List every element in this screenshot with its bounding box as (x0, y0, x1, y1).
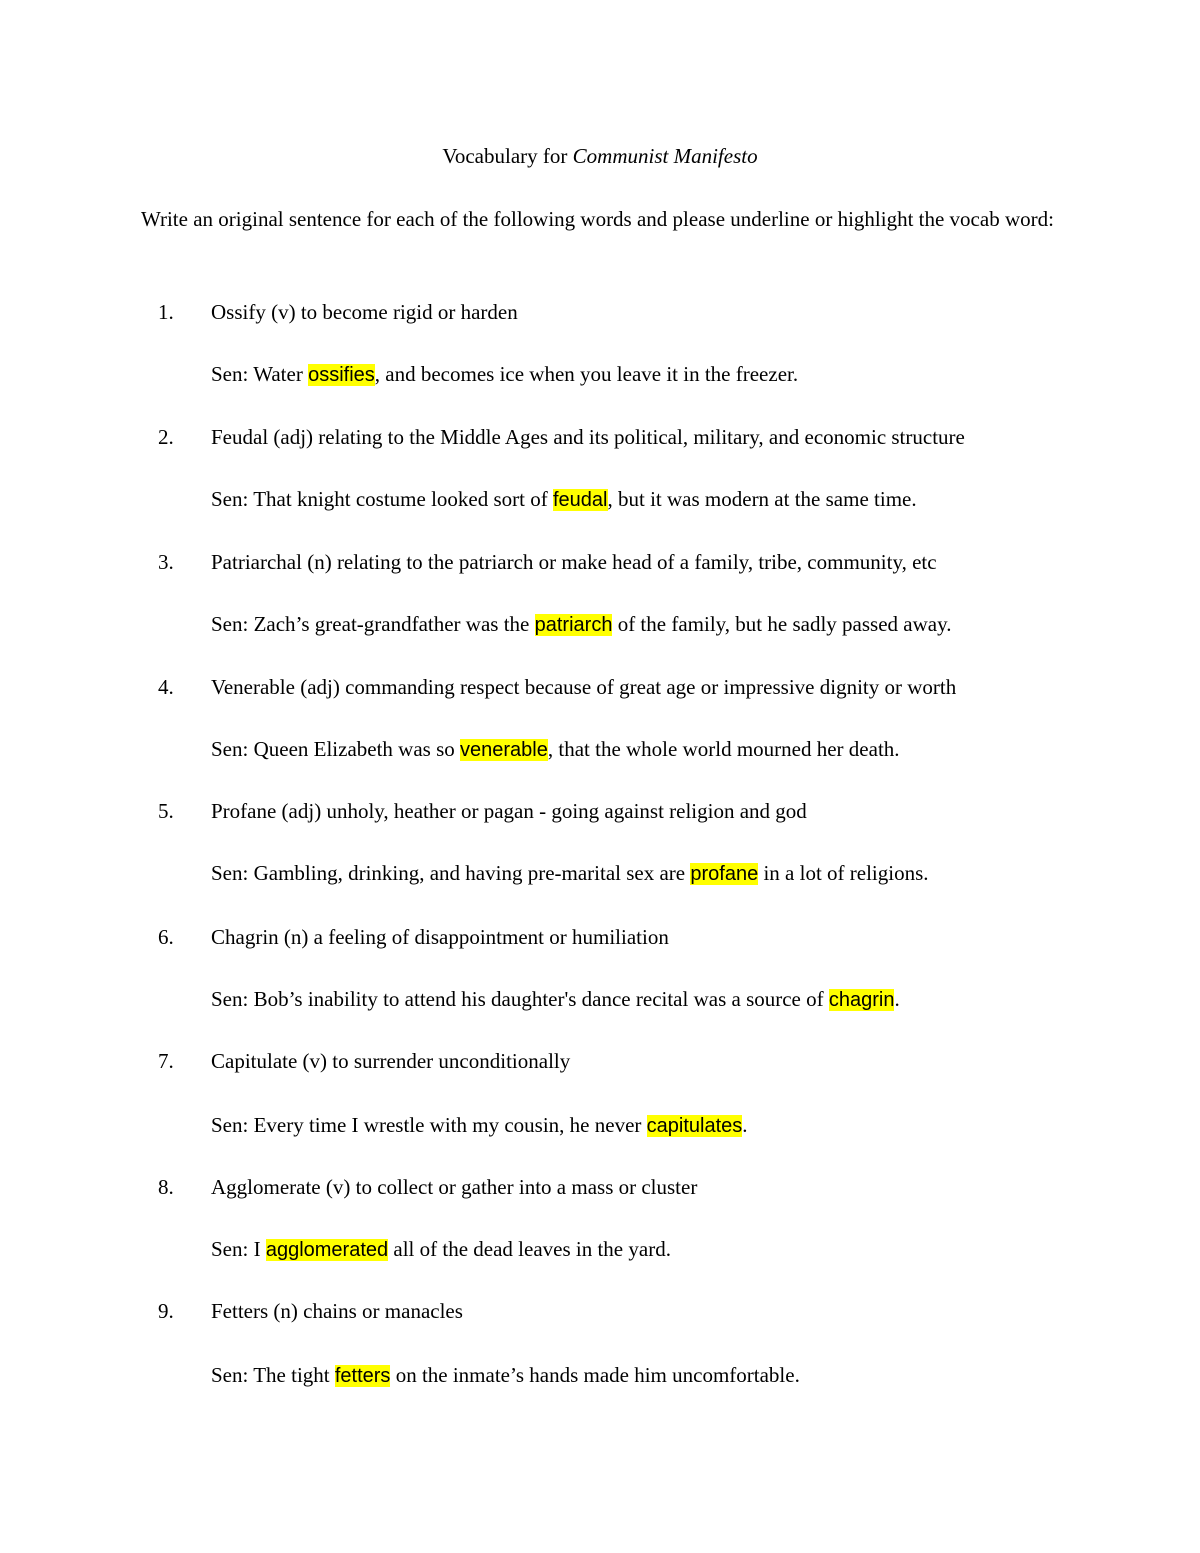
highlighted-vocab-word: agglomerated (265, 1239, 389, 1261)
highlighted-vocab-word: capitulates (646, 1115, 743, 1137)
item-sentence (211, 1361, 800, 1390)
item-definition: Capitulate (v) to surrender unconditionally (211, 1049, 571, 1073)
sentence-before: Sen: I (211, 1237, 266, 1261)
item-definition: Fetters (n) chains or manacles (211, 1299, 463, 1323)
item-definition: Chagrin (n) a feeling of disappointment or humiliation (211, 925, 669, 949)
highlighted-vocab-word: feudal (553, 489, 608, 511)
sentence-after: of the family, but he sadly passed away. (612, 612, 952, 636)
highlighted-vocab-word: profane (690, 863, 759, 885)
sentence-before: Sen: Zach’s great-grandfather was the (211, 612, 535, 636)
item-sentence (211, 1235, 671, 1264)
item-sentence (211, 859, 929, 888)
sentence-after: . (742, 1113, 748, 1137)
sentence-after: , that the whole world mourned her death. (547, 737, 900, 761)
item-number: 4. (158, 675, 174, 699)
item-number: 6. (158, 925, 174, 949)
title-prefix: Vocabulary for (442, 144, 573, 168)
item-number: 3. (158, 550, 174, 574)
item-definition: Profane (adj) unholy, heather or pagan - going against religion and god (211, 799, 807, 823)
sentence-before: Sen: The tight (211, 1363, 335, 1387)
highlighted-vocab-word: chagrin (828, 989, 895, 1011)
title-emphasis: Communist Manifesto (572, 144, 758, 168)
sentence-after: on the inmate’s hands made him uncomfortable. (390, 1363, 800, 1387)
sentence-after: , but it was modern at the same time. (607, 487, 917, 511)
item-number: 7. (158, 1049, 174, 1073)
highlighted-vocab-word: ossifies (308, 364, 375, 386)
sentence-before: Sen: Queen Elizabeth was so (211, 737, 461, 761)
item-sentence (211, 735, 900, 764)
item-sentence (211, 1111, 748, 1140)
item-number: 8. (158, 1175, 174, 1199)
item-sentence (211, 985, 900, 1014)
item-definition: Feudal (adj) relating to the Middle Ages and its political, military, and economic structure (211, 425, 965, 449)
sentence-before: Sen: Every time I wrestle with my cousin, he never (211, 1113, 647, 1137)
sentence-before: Sen: Bob’s inability to attend his daughter's dance recital was a source of (211, 987, 829, 1011)
item-number: 1. (158, 300, 174, 324)
item-sentence (211, 485, 917, 514)
document-title (0, 142, 1200, 170)
item-definition: Patriarchal (n) relating to the patriarch or make head of a family, tribe, community, etc (211, 550, 937, 574)
item-definition: Venerable (adj) commanding respect because of great age or impressive dignity or worth (211, 675, 957, 699)
item-definition: Ossify (v) to become rigid or harden (211, 300, 518, 324)
sentence-before: Sen: That knight costume looked sort of (211, 487, 553, 511)
sentence-after: , and becomes ice when you leave it in the freezer. (374, 362, 799, 386)
instructions-text: Write an original sentence for each of the following words and please underline or highlight the vocab word: (141, 207, 1054, 231)
highlighted-vocab-word: venerable (460, 739, 548, 761)
item-sentence (211, 610, 951, 639)
item-sentence (211, 360, 798, 389)
item-number: 9. (158, 1299, 174, 1323)
sentence-before: Sen: Gambling, drinking, and having pre-marital sex are (211, 861, 691, 885)
item-number: 2. (158, 425, 174, 449)
sentence-after: in a lot of religions. (758, 861, 929, 885)
sentence-after: all of the dead leaves in the yard. (388, 1237, 671, 1261)
sentence-before: Sen: Water (211, 362, 309, 386)
item-number: 5. (158, 799, 174, 823)
highlighted-vocab-word: fetters (334, 1365, 391, 1387)
item-definition: Agglomerate (v) to collect or gather into a mass or cluster (211, 1175, 698, 1199)
highlighted-vocab-word: patriarch (534, 614, 613, 636)
sentence-after: . (894, 987, 900, 1011)
